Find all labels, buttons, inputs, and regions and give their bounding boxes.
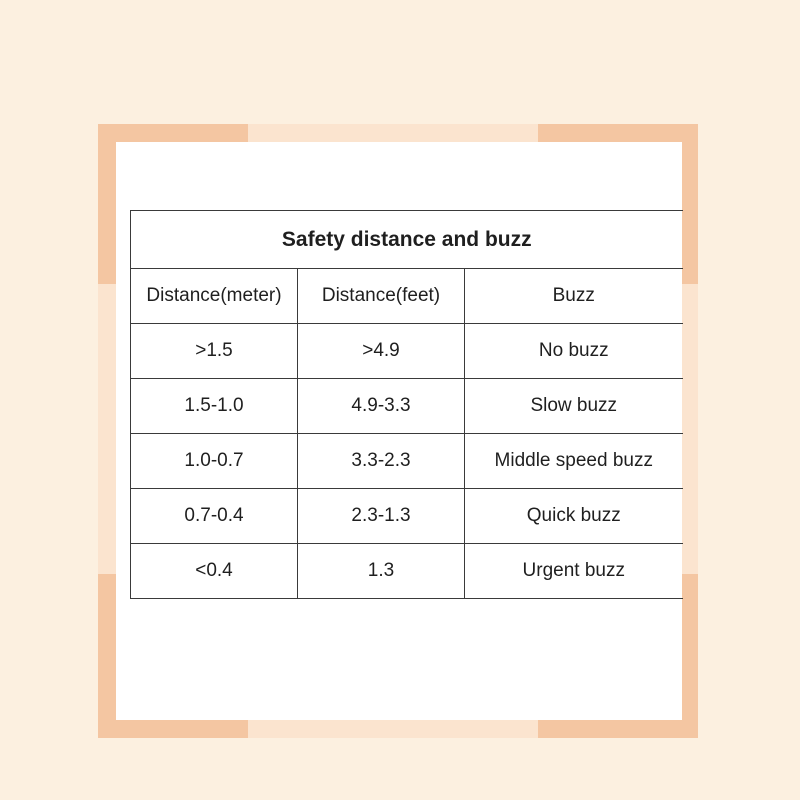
table-title: Safety distance and buzz (131, 211, 683, 269)
cell-meter: 0.7-0.4 (131, 489, 298, 544)
cell-buzz: Slow buzz (465, 379, 683, 434)
table-row (131, 544, 683, 599)
frame-segment-left (98, 284, 116, 574)
cell-meter: >1.5 (131, 324, 298, 379)
table-row (131, 489, 683, 544)
cell-feet: 4.9-3.3 (298, 379, 465, 434)
frame-segment-bottom (248, 720, 538, 738)
header-distance-meter: Distance(meter) (131, 269, 298, 324)
table-row (131, 324, 683, 379)
header-row (131, 269, 683, 324)
header-distance-feet: Distance(feet) (298, 269, 465, 324)
table-row (131, 434, 683, 489)
cell-buzz: Urgent buzz (465, 544, 683, 599)
header-buzz: Buzz (465, 269, 683, 324)
cell-buzz: Middle speed buzz (465, 434, 683, 489)
cell-buzz: Quick buzz (465, 489, 683, 544)
safety-distance-table (130, 210, 683, 599)
cell-buzz: No buzz (465, 324, 683, 379)
frame-segment-right (680, 284, 698, 574)
cell-meter: <0.4 (131, 544, 298, 599)
cell-meter: 1.5-1.0 (131, 379, 298, 434)
table-row (131, 379, 683, 434)
cell-feet: 3.3-2.3 (298, 434, 465, 489)
cell-meter: 1.0-0.7 (131, 434, 298, 489)
cell-feet: 2.3-1.3 (298, 489, 465, 544)
frame-segment-top (248, 124, 538, 142)
cell-feet: >4.9 (298, 324, 465, 379)
cell-feet: 1.3 (298, 544, 465, 599)
